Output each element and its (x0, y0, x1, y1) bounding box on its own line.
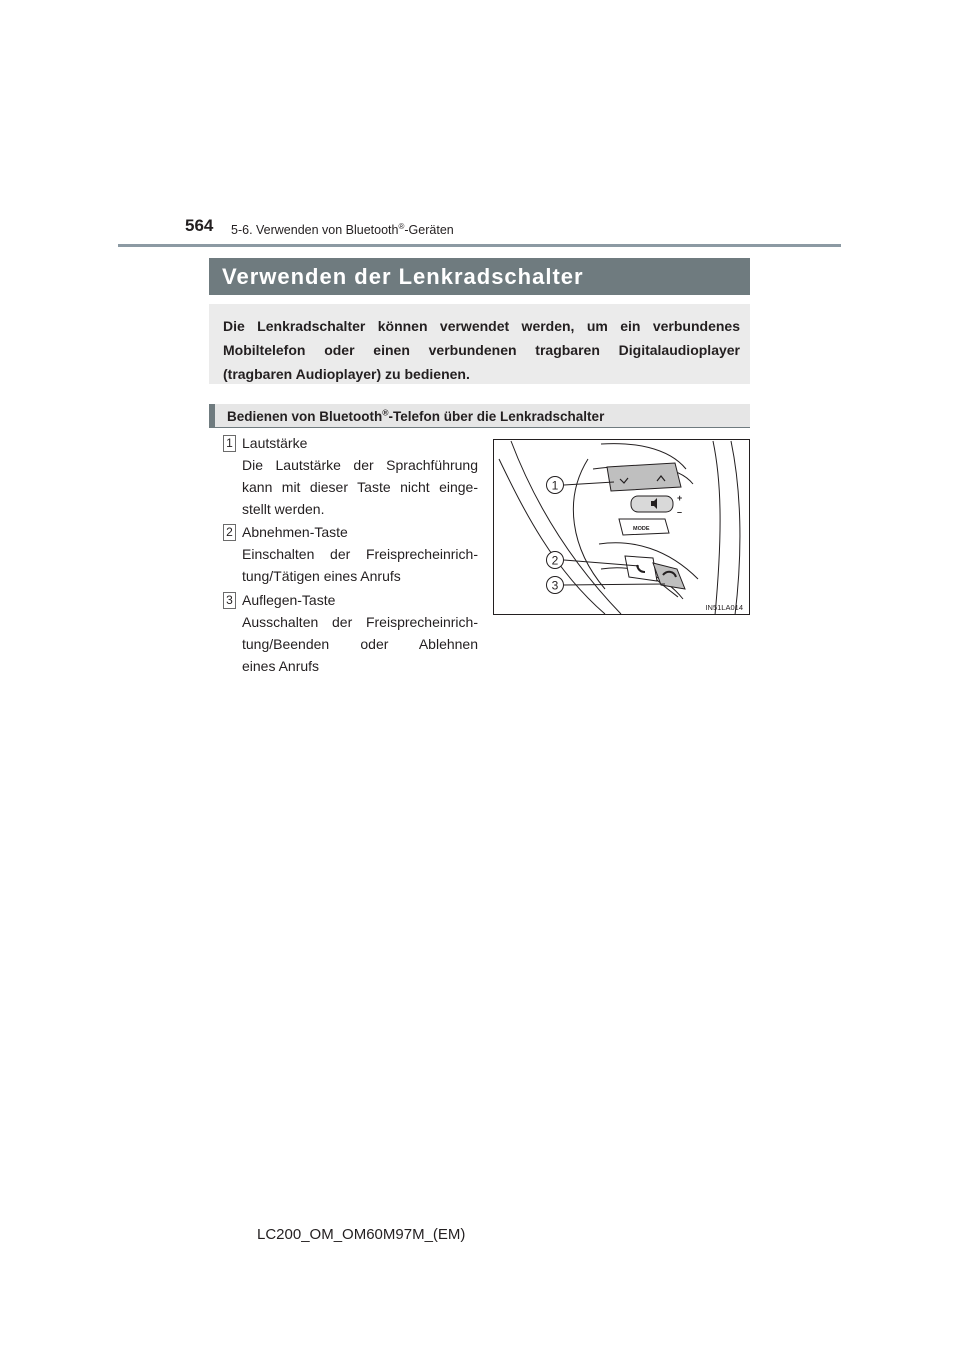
item-description-line: kann mit dieser Taste nicht einge- (242, 479, 478, 495)
callout-3 (547, 577, 564, 594)
item-title: Auflegen-Taste (242, 592, 336, 608)
header-rule (118, 244, 841, 247)
plus-label: + (677, 493, 683, 503)
item-description-line: Die Lautstärke der Sprachführung (242, 457, 478, 473)
section-path-suffix: -Geräten (404, 223, 454, 238)
subheading-registered-mark: ® (382, 407, 389, 418)
callout-1 (547, 477, 564, 494)
item-description-line: Ausschalten der Freisprecheinrich- (242, 614, 478, 630)
list-item (242, 521, 478, 587)
illustration-code: IN51LA014 (705, 603, 743, 612)
callout-1-label: 1 (551, 478, 559, 493)
item-number-3-icon: 3 (223, 592, 236, 609)
list-item (242, 432, 478, 520)
item-description-line: tung/Beenden oder Ablehnen (242, 636, 478, 652)
subheading (209, 404, 750, 428)
intro-box (209, 304, 750, 384)
steering-wheel-switch-illustration (493, 439, 750, 615)
mode-label: MODE (633, 526, 650, 532)
subheading-suffix: -Telefon über die Lenkradschalter (388, 409, 605, 424)
item-number-1-icon: 1 (223, 435, 236, 452)
volume-switch (607, 463, 681, 491)
intro-line: (tragbaren Audioplayer) zu bedienen. (223, 366, 470, 382)
callout-3-label: 3 (551, 578, 559, 593)
off-hook-switch (625, 556, 657, 581)
section-path-prefix: 5-6. Verwenden von Bluetooth (231, 223, 399, 238)
callout-2-label: 2 (551, 553, 559, 568)
item-description-line: Einschalten der Freisprecheinrich- (242, 546, 478, 562)
item-number-2-icon: 2 (223, 524, 236, 541)
list-item (242, 589, 478, 677)
item-description-line: eines Anrufs (242, 658, 320, 674)
section-path (231, 222, 454, 237)
page-number: 564 (185, 216, 214, 235)
page-title: Verwenden der Lenkradschalter (209, 258, 750, 295)
item-title: Abnehmen-Taste (242, 524, 348, 540)
item-title: Lautstärke (242, 435, 308, 451)
intro-line: Mobiltelefon oder einen verbundenen tragbaren Digitalaudioplayer (223, 342, 740, 358)
mode-switch (619, 519, 669, 535)
item-description-line: stellt werden. (242, 501, 325, 517)
footer-document-code: LC200_OM_OM60M97M_(EM) (257, 1226, 466, 1243)
callout-2 (547, 552, 564, 569)
minus-label: – (677, 507, 683, 517)
intro-line: Die Lenkradschalter können verwendet werden, um ein verbundenes (223, 318, 740, 334)
item-description-line: tung/Tätigen eines Anrufs (242, 568, 401, 584)
subheading-prefix: Bedienen von Bluetooth (227, 409, 383, 424)
section-path-registered-mark: ® (398, 222, 405, 231)
